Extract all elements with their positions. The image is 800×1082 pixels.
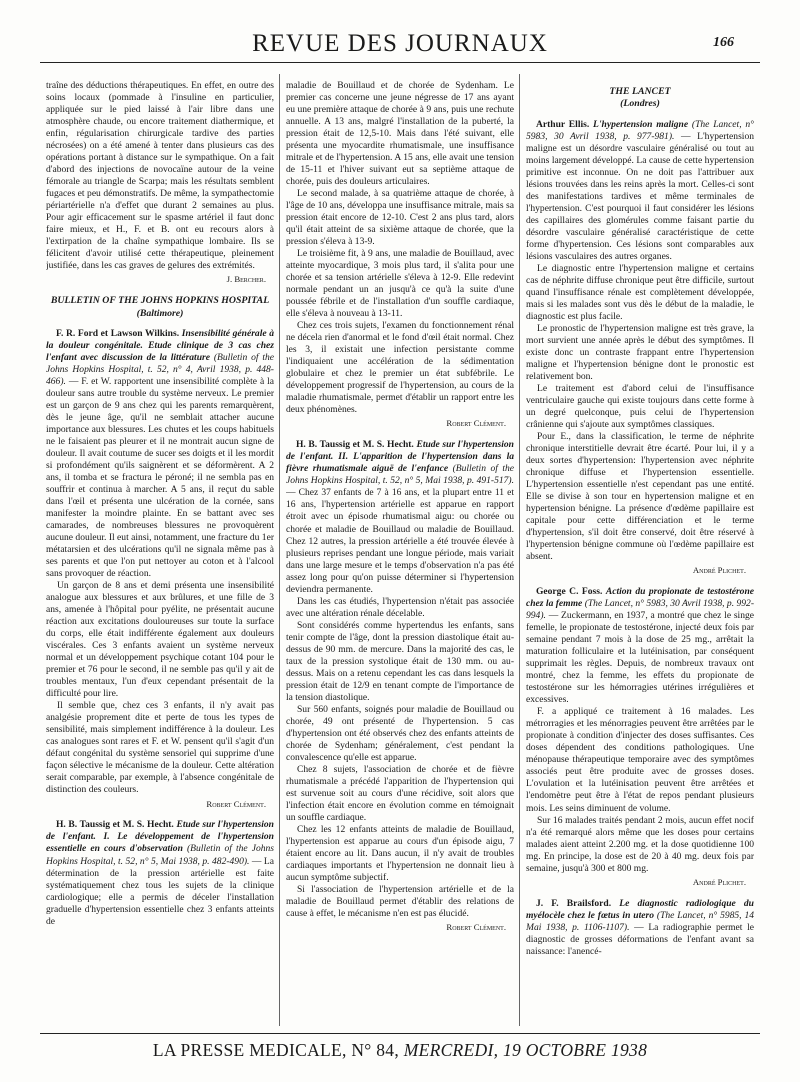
article-authors: F. R. Ford et Lawson Wilkins. <box>56 327 180 339</box>
paragraph: Dans les cas étudiés, l'hypertension n'était pas associée avec une altération rénale décelable. <box>286 595 514 619</box>
article-text: — Chez 37 enfants de 7 à 16 ans, et la plupart entre 11 et 16 ans, l'hypertension artérielle est apparue en rapport étroit avec un épisode rhumatismal aigu: ou chorée ou chorée et maladie de Bouillaud ou maladie de Bouillaud. Chez 12 autres, la pression artérielle a été trouvée élevée à plusieurs reprises pendant une longue période, mais variait dans une large mesure et le temps d'observation n'a pas été assez long pour qu'on puisse déterminer si l'hypertension deviendra permanente. <box>286 487 514 595</box>
article-title: Etude sur l'hypertension de l'enfant. II. L'apparition de l'hypertension dans la fièvre rhumatismale aiguë de l'enfance <box>286 439 514 475</box>
article-authors: Arthur Ellis. <box>536 118 590 130</box>
paragraph: Chez 8 sujets, l'association de chorée et de fièvre rhumatismale a précédé l'apparition de l'hypertension qui est survenue soit au cours d'une récidive, soit alors que l'infection était encore en évolution comme en témoignait un souffle cardiaque. <box>286 763 514 823</box>
page-footer <box>40 1040 760 1061</box>
section-heading: THE LANCET <box>609 86 671 97</box>
footer-day: MERCREDI, <box>403 1040 499 1060</box>
article-reference: (Bulletin of the Johns Hopkins Hospital, t. 52, n° 5, Mai 1938, p. 491-517). <box>286 463 514 487</box>
section-heading: BULLETIN OF THE JOHNS HOPKINS HOSPITAL <box>50 295 270 307</box>
article-abstract <box>46 819 274 927</box>
paragraph: maladie de Bouillaud et de chorée de Sydenham. Le premier cas concerne une jeune négresse de 17 ans ayant eu une première attaque de chorée à 9 ans, puis une rechute annuelle. A 13 ans, malgré l'installation de la puberté, la pression était de 12,5-10. Mais dans l'été suivant, elle présenta une myocardite rhumatismale, une insuffisance mitrale et de l'hypertension. A 15 ans, elle avait une tension de 15-11 et l'hiver suivant eut sa septième attaque de chorée, puis des douleurs articulaires. <box>286 80 514 188</box>
signature: Robert Clément. <box>206 798 266 809</box>
column-3 <box>526 80 754 1020</box>
page-number: 166 <box>713 35 734 50</box>
paragraph: Le pronostic de l'hypertension maligne est très grave, la mort survient une année après le début des symptômes. Il existe donc un contraste frappant entre l'hypertension maligne et l'hypertension bénigne dont le pronostic est relativement bon. <box>526 322 754 383</box>
paragraph: F. a appliqué ce traitement à 16 malades. Les métrorragies et les ménorragies peuvent être arrêtées par le propionate à condition d'injecter des doses suffisantes. Ces doses dépendent des conditions pathologiques. Une ménopause thérapeutique temporaire avec des symptômes associés peut être produite avec de grosses doses. L'ovulation et la lutéinisation peuvent être arrêtées et l'endomètre peut être à l'état de repos pendant plusieurs mois. Les seins diminuent de volume. <box>526 706 754 814</box>
column-separator <box>279 74 280 1026</box>
article-reference: (The Lancet, n° 5983, 30 Avril 1938, p. 977-981). <box>526 118 754 142</box>
column-separator <box>519 74 520 1026</box>
article-title: L'hypertension maligne <box>593 118 689 130</box>
article-title: Le diagnostic radiologique du myélocèle chez le fœtus in utero <box>526 897 754 921</box>
article-authors: George C. Foss. <box>536 586 603 598</box>
article-text: — F. et W. rapportent une insensibilité complète à la douleur sans autre trouble du système nerveux. Le premier est un garçon de 9 ans chez qui les parents remarquèrent, dès le jeune âge, qu'il ne semblait attacher aucune importance aux blessures. Les chutes et les coups habituels ne le faisaient pas pleurer et il ne montrait aucun signe de douleur. Il avait coutume de sucer ses doigts et il les mordit si profondément qu'ils saignèrent et se déformèrent. A 2 ans, il tomba et se fractura le péroné; il ne sembla pas en souffrir et continua à marcher. A 5 ans, il reçut du sable dans l'œil et présenta une ulcération de la cornée, sans manifester la moindre plainte. En se battant avec ses camarades, de nombreuses blessures ne provoquèrent aucune douleur. Il eut ainsi, notamment, une fracture du 1er métatarsien et des ulcérations qu'il ne signala même pas à ses parents et que l'on put nettoyer au coton et à l'alcool sans provoquer de réaction. <box>46 375 274 580</box>
article-title: Action du propionate de testostérone chez la femme <box>526 586 754 610</box>
paragraph: Pour E., dans la classification, le terme de néphrite chronique interstitielle devrait être écarté. Pour lui, il y a deux sortes d'hypertension: l'hypertension avec néphrite chronique diffuse et l'hypertension essentielle. L'hypertension essentielle n'est cependant pas une entité. Elle se divise à son tour en hypertension maligne et en hypertension bénigne. La présence d'œdème papillaire est capitale pour cette différenciation et le terme d'hypertension, s'il doit être conservé, doit être réservé à l'hypertension bénigne commune où l'œdème papillaire est absent. <box>526 431 754 563</box>
column-2 <box>286 80 514 1020</box>
article-title: Insensibilité générale à la douleur congénitale. Etude clinique de 3 cas chez l'enfant avec discussion de la littérature <box>46 327 274 363</box>
article-authors: J. F. Brailsford. <box>536 897 612 909</box>
paragraph: Le diagnostic entre l'hypertension maligne et certains cas de néphrite diffuse chronique peut être difficile, surtout quand l'insuffisance rénale est complètement développée, mais si les malades sont vus dès le début de la maladie, le diagnostic est plus facile. <box>526 262 754 322</box>
article-abstract <box>286 439 514 595</box>
article-text: — L'hypertension maligne est un désordre vasculaire généralisé ou tout au moins largement développé. La cause de cette hypertension primitive est inconnue. On ne doit pas l'attribuer aux lésions trouvées dans les reins après la mort. Celles-ci sont des manifestations tardives et même terminales de l'hypertension. C'est pourquoi il faut considérer les lésions des capillaires des glomérules comme faisant partie du désordre vasculaire généralisé caractéristique de cette forme d'hypertension. Ces lésions sont comparables aux lésions vasculaires des autres organes. <box>526 130 754 262</box>
paragraph: Chez ces trois sujets, l'examen du fonctionnement rénal ne décela rien d'anormal et le fond d'œil était normal. Chez les 3, il existait une infection persistante comme l'indiquaient une accélération de la sédimentation globulaire et chez le premier un état subfébrile. Le développement progressif de l'hypertension, au cours de la maladie rhumatismale, permet d'établir un rapport entre les deux phénomènes. <box>286 320 514 416</box>
article-authors: H. B. Taussig et M. S. Hecht. <box>296 439 414 451</box>
section-subheading: (Londres) <box>620 98 660 110</box>
signature: André Plichet. <box>692 876 746 887</box>
article-reference: (Bulletin of the Johns Hopkins Hospital, t. 52, n° 4, Avril 1938, p. 448-466). <box>46 351 274 387</box>
section-subheading: (Baltimore) <box>136 307 184 319</box>
paragraph: Sur 560 enfants, soignés pour maladie de Bouillaud ou chorée, 49 ont présenté de l'hypertension. 5 cas d'hypertension ont été observés chez des enfants atteints de chorée de Sydenham; généralement, c'est pendant la convalescence qu'elle est apparue. <box>286 703 514 763</box>
footer-journal: LA PRESSE MEDICALE, N° 84, <box>152 1040 400 1060</box>
article-authors: H. B. Taussig et M. S. Hecht. <box>56 819 174 831</box>
signature: Robert Clément. <box>446 418 506 429</box>
paragraph: Le traitement est d'abord celui de l'insuffisance ventriculaire gauche qui existe toujours dans cette forme à un degré quelconque, puis celui de l'hypertension crânienne qui s'ajoute aux symptômes classiques. <box>526 383 754 431</box>
article-reference: (Bulletin of the Johns Hopkins Hospital, t. 52, n° 5, Mai 1938, p. 482-490). <box>46 843 274 867</box>
article-text: — La radiographie permet le diagnostic de grosses déformations de l'enfant avant sa naissance: l'anencé- <box>526 921 754 957</box>
article-abstract <box>526 119 754 263</box>
paragraph: Si l'association de l'hypertension artérielle et de la maladie de Bouillaud permet d'établir des relations de cause à effet, le mécanisme n'en est pas élucidé. <box>286 883 514 919</box>
signature: J. Bercher. <box>226 274 266 285</box>
paragraph: Il semble que, chez ces 3 enfants, il n'y avait pas analgésie proprement dite et perte de tous les types de sensibilité, mais simplement indifférence à la douleur. Les cas analogues sont rares et F. et W. pensent qu'il s'agit d'un défaut congénital du système sensoriel qui supprime d'une façon sélective le mécanisme de la douleur. Cette altération serait comparable, par exemple, à l'absence congénitale de distinction des couleurs. <box>46 700 274 796</box>
footer-rule <box>40 1033 760 1034</box>
paragraph: Sur 16 malades traités pendant 2 mois, aucun effet nocif n'a été remarqué alors même que les doses pour certains malades aient atteint 2.200 mg. et la dose quotidienne 100 mg. En principe, la dose est de 20 à 40 mg. deux fois par semaine, jusqu'à 300 et 800 mg. <box>526 814 754 874</box>
article-title: Etude sur l'hypertension de l'enfant. I. Le développement de l'hypertension essentielle en cours d'observation <box>46 819 274 855</box>
paragraph: traîne des déductions thérapeutiques. En effet, en outre des soins locaux (pommade à l'insuline en particulier, appliquée sur le pied laissé à l'air libre dans une atmosphère chaude, ou encore traitement diathermique, et enfin, régularisation chirurgicale tardive des parties nécrosées) on a été amené à tenter dans plusieurs cas des opérations portant à distance sur le sympathique. On a fait d'abord des injections de novocaïne autour de la veine fémorale au triangle de Scarpa; mais les résultats semblent fugaces et peu démonstratifs. De même, la sympathectomie périartérielle n'a d'effet que durant 2 semaines au plus. Pour agir efficacement sur le spasme artériel il faut donc faire mieux, et H., F. et B. ont eu recours alors à l'extirpation de la chaîne sympathique lombaire. Ils se félicitent d'avoir utilisé cette thérapeutique, pleinement justifiée, dans les cas graves de gelures des extrémités. <box>46 80 274 272</box>
article-abstract <box>526 586 754 706</box>
signature: André Plichet. <box>692 565 746 576</box>
signature: Robert Clément. <box>446 922 506 933</box>
article-reference: (The Lancet, n° 5985, 14 Mai 1938, p. 1106-1107). <box>526 909 754 933</box>
article-text: — Zuckermann, en 1937, a montré que chez le singe femelle, le propionate de testostérone, injecté deux fois par semaine pendant 7 mois à la dose de 25 mg., arrêtait la maturation folliculaire et la lutéinisation, par conséquent supprimait les règles. Depuis, de nombreux travaux ont montré, chez la femme, les effets du propionate de testostérone sur les hémorragies utérines irrégulières et excessives. <box>526 610 754 706</box>
page-header <box>30 30 770 60</box>
journal-section-title: REVUE DES JOURNAUX <box>252 30 548 57</box>
article-abstract <box>46 328 274 580</box>
article-abstract <box>526 898 754 958</box>
article-reference: (The Lancet, n° 5983, 30 Avril 1938, p. 992-994). <box>526 598 754 622</box>
paragraph: Sont considérés comme hypertendus les enfants, sans tenir compte de l'âge, dont la pression diastolique était au-dessus de 90 mm. de mercure. Dans la majorité des cas, le taux de la pression systolique était de 130 mm. ou au-dessus. Mais on a retenu cependant les cas dans lesquels la pression était de 12/9 en tenant compte de l'importance de la tension diastolique. <box>286 619 514 703</box>
paragraph: Chez les 12 enfants atteints de maladie de Bouillaud, l'hypertension est apparue au cours d'un épisode aigu, 7 étaient encore au lit. Dans aucun, il n'y avait de troubles cardiaques importants et l'hypertension ne donnait lieu à aucun symptôme subjectif. <box>286 823 514 883</box>
paragraph: Le troisième fit, à 9 ans, une maladie de Bouillaud, avec atteinte myocardique, 3 mois plus tard, il s'alita pour une chorée et sa tension artérielle s'éleva à 12-9. Elle redevint normale pendant un an jusqu'à ce qu'à la suite d'une poussée fébrile et de l'installation d'un souffle cardiaque, elle s'éleva à nouveau à 13-11. <box>286 248 514 320</box>
article-text: — La détermination de la pression artérielle est faite systématiquement chez tous les sujets de la clinique cardiologique; elle a permis de déceler l'installation graduelle d'hypertension essentielle chez 3 enfants atteints de <box>46 855 274 927</box>
paragraph: Un garçon de 8 ans et demi présenta une insensibilité analogue aux blessures et aux brûlures, et une fille de 3 ans, amenée à l'hôpital pour pyélite, ne présentait aucune réaction aux excitations douloureuses sur toute la surface du corps, elle était indifférente également aux douleurs viscérales. Ces 3 enfants avaient un système nerveux normal et un développement psychique cotant 104 pour le premier et 76 pour le second, il ne semble pas qu'il y ait de troubles mentaux, l'un d'eux cependant présentait de la difficulté pour lire. <box>46 580 274 700</box>
footer-date: 19 OCTOBRE 1938 <box>502 1040 648 1060</box>
header-rule <box>40 62 760 63</box>
column-1 <box>46 80 274 1020</box>
paragraph: Le second malade, à sa quatrième attaque de chorée, à l'âge de 10 ans, développa une insuffisance mitrale, mais sa pression était encore de 12-10. C'est 2 ans plus tard, alors qu'il était atteint de sa sixième attaque de chorée, que la pression s'éleva à 13-9. <box>286 188 514 248</box>
